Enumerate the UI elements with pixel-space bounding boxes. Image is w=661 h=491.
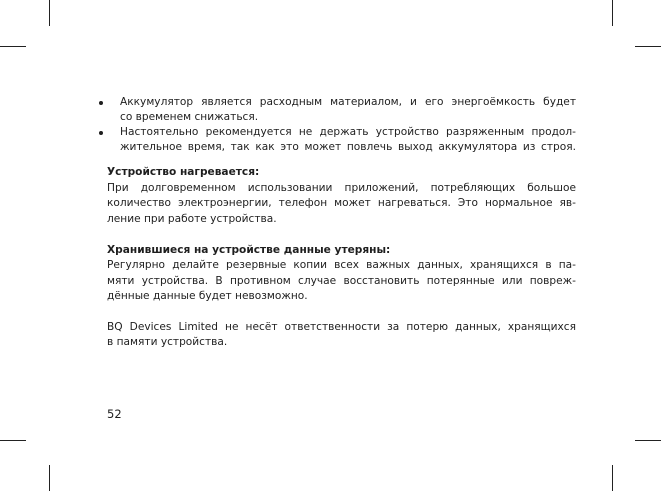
crop-mark [49,465,50,491]
crop-mark [0,440,26,441]
bullet-dot-icon [99,101,103,105]
text-line: Регулярно делайте резервные копии всех важных данных, хранящихся в па- [107,259,576,271]
crop-mark [612,0,613,26]
text-line: в памяти устройства. [107,336,228,348]
text-line: со временем снижаться. [120,111,259,123]
crop-mark [0,46,26,47]
text-line: При долговременном использовании приложений, потребляющих большое [107,182,576,194]
crop-mark [635,46,661,47]
text-line: мяти устройства. В противном случае восстановить потерянные или повреж- [107,275,576,287]
text-line: ление при работе устройства. [107,213,277,225]
text-line: дённые данные будет невозможно. [107,290,308,302]
crop-mark [49,0,50,26]
text-line: Аккумулятор является расходным материалом, и его энергоёмкость будет [120,96,576,108]
crop-mark [635,440,661,441]
text-line: BQ Devices Limited не несёт ответственности за потерю данных, хранящихся [107,321,576,333]
text-line: Настоятельно рекомендуется не держать устройство разряженным продол- [120,126,576,138]
text-line: количество электроэнергии, телефон может нагреваться. Это нормальное яв- [107,197,576,209]
section-heading: Устройство нагревается: [107,166,260,178]
bullet-dot-icon [99,131,103,135]
text-line: жительное время, так как это может повлечь выход аккумулятора из строя. [120,141,576,153]
page-number: 52 [107,407,122,421]
section-heading: Хранившиеся на устройстве данные утеряны: [107,244,391,256]
crop-mark [612,465,613,491]
